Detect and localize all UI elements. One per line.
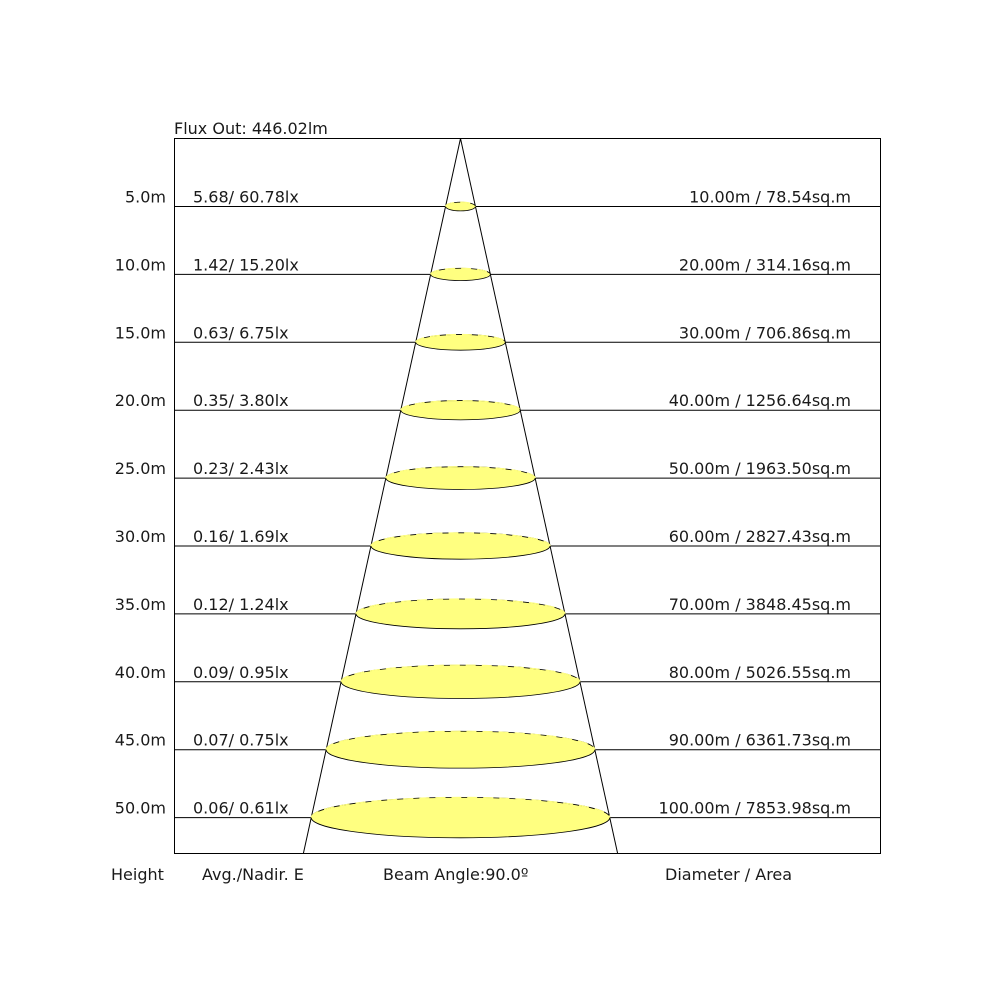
footer-diameter-area-label: Diameter / Area [665, 865, 793, 884]
level-rows [115, 188, 881, 818]
level-height-label: 25.0m [114, 459, 166, 479]
level-diameter-area-label: 20.00m / 314.16sq.m [678, 255, 851, 275]
footer-illuminance-label: Avg./Nadir. E [202, 865, 304, 884]
level-height-label: 35.0m [114, 594, 166, 614]
level-diameter-area-label: 30.00m / 706.86sq.m [678, 323, 851, 343]
level-illuminance-label: 0.06/ 0.61lx [193, 798, 289, 818]
level-height-label: 5.0m [124, 187, 166, 207]
beam-section-ellipse [371, 533, 550, 559]
level-height-label: 15.0m [114, 323, 166, 343]
level-illuminance-label: 0.63/ 6.75lx [193, 323, 289, 343]
level-diameter-area-label: 50.00m / 1963.50sq.m [668, 459, 851, 479]
level-diameter-area-label: 90.00m / 6361.73sq.m [668, 730, 851, 750]
level-illuminance-label: 0.09/ 0.95lx [193, 662, 289, 682]
level-illuminance-label: 0.23/ 2.43lx [193, 459, 289, 479]
level-height-label: 50.0m [114, 798, 166, 818]
level-diameter-area-label: 80.00m / 5026.55sq.m [668, 662, 851, 682]
level-height-label: 30.0m [114, 527, 166, 546]
level-height-label: 45.0m [114, 730, 166, 750]
beam-angle-label: Beam Angle:90.0º [383, 865, 529, 884]
level-illuminance-label: 0.35/ 3.80lx [193, 391, 289, 411]
level-diameter-area-label: 40.00m / 1256.64sq.m [668, 391, 851, 411]
level-illuminance-label: 5.68/ 60.78lx [193, 187, 299, 207]
beam-cone [303, 139, 617, 854]
flux-out-label: Flux Out: 446.02lm [174, 119, 328, 138]
level-height-label: 40.0m [114, 662, 166, 682]
level-height-label: 20.0m [114, 391, 166, 411]
level-illuminance-label: 0.16/ 1.69lx [193, 527, 289, 546]
footer-height-label: Height [111, 865, 164, 884]
level-diameter-area-label: 100.00m / 7853.98sq.m [658, 798, 851, 818]
beam-section-ellipse [416, 334, 506, 350]
level-illuminance-label: 0.07/ 0.75lx [193, 730, 289, 750]
level-height-label: 10.0m [114, 255, 166, 275]
level-illuminance-label: 1.42/ 15.20lx [193, 255, 299, 275]
level-illuminance-label: 0.12/ 1.24lx [193, 594, 289, 614]
level-diameter-area-label: 60.00m / 2827.43sq.m [668, 527, 851, 546]
level-diameter-area-label: 10.00m / 78.54sq.m [689, 187, 851, 207]
level-diameter-area-label: 70.00m / 3848.45sq.m [668, 594, 851, 614]
